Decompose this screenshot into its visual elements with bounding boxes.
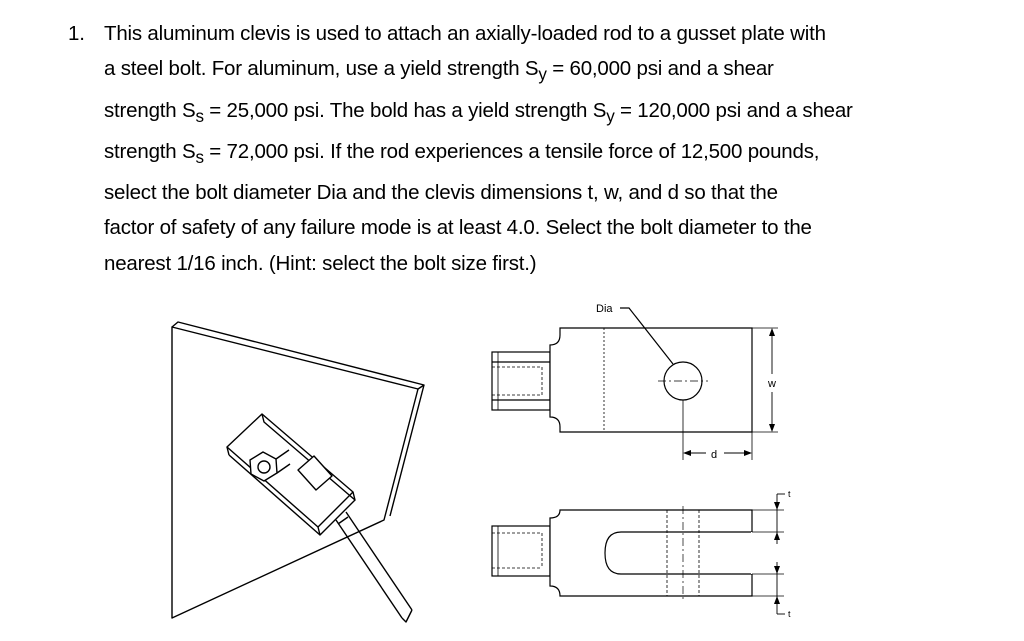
clevis-body-side	[550, 510, 752, 596]
problem-line-6: factor of safety of any failure mode is at least 4.0. Select the bolt diameter to the	[104, 216, 812, 240]
rod-stub-top	[492, 352, 550, 410]
problem-line-5: select the bolt diameter Dia and the clevis dimensions t, w, and d so that the	[104, 181, 778, 205]
w-label: w	[768, 378, 776, 390]
problem-line-7: nearest 1/16 inch. (Hint: select the bolt size first.)	[104, 251, 537, 275]
problem-line-2: a steel bolt. For aluminum, use a yield strength $S_y = 60,000$ psi and a shear	[104, 57, 774, 85]
t-top-label: t	[788, 489, 791, 499]
problem-line-4: strength $S_s = 72,000$ psi. If the rod experiences a tensile force of 12,500 pounds,	[104, 139, 820, 167]
rod-stub-side	[492, 526, 550, 576]
problem-line-3: strength $S_s = 25,000$ psi. The bold has a yield strength $S_y = 120,000$ psi and a shear	[104, 98, 853, 126]
clevis-side-view	[492, 494, 785, 614]
d-label: d	[711, 449, 718, 461]
problem-number: 1.	[68, 22, 85, 45]
isometric-assembly	[172, 322, 424, 622]
dia-label: Dia	[596, 303, 613, 315]
clevis-body-top	[550, 328, 752, 432]
clevis-top-view	[492, 308, 778, 460]
t-bottom-label: t	[788, 609, 791, 619]
problem-line-1: This aluminum clevis is used to attach an axially-loaded rod to a gusset plate with	[104, 22, 826, 45]
